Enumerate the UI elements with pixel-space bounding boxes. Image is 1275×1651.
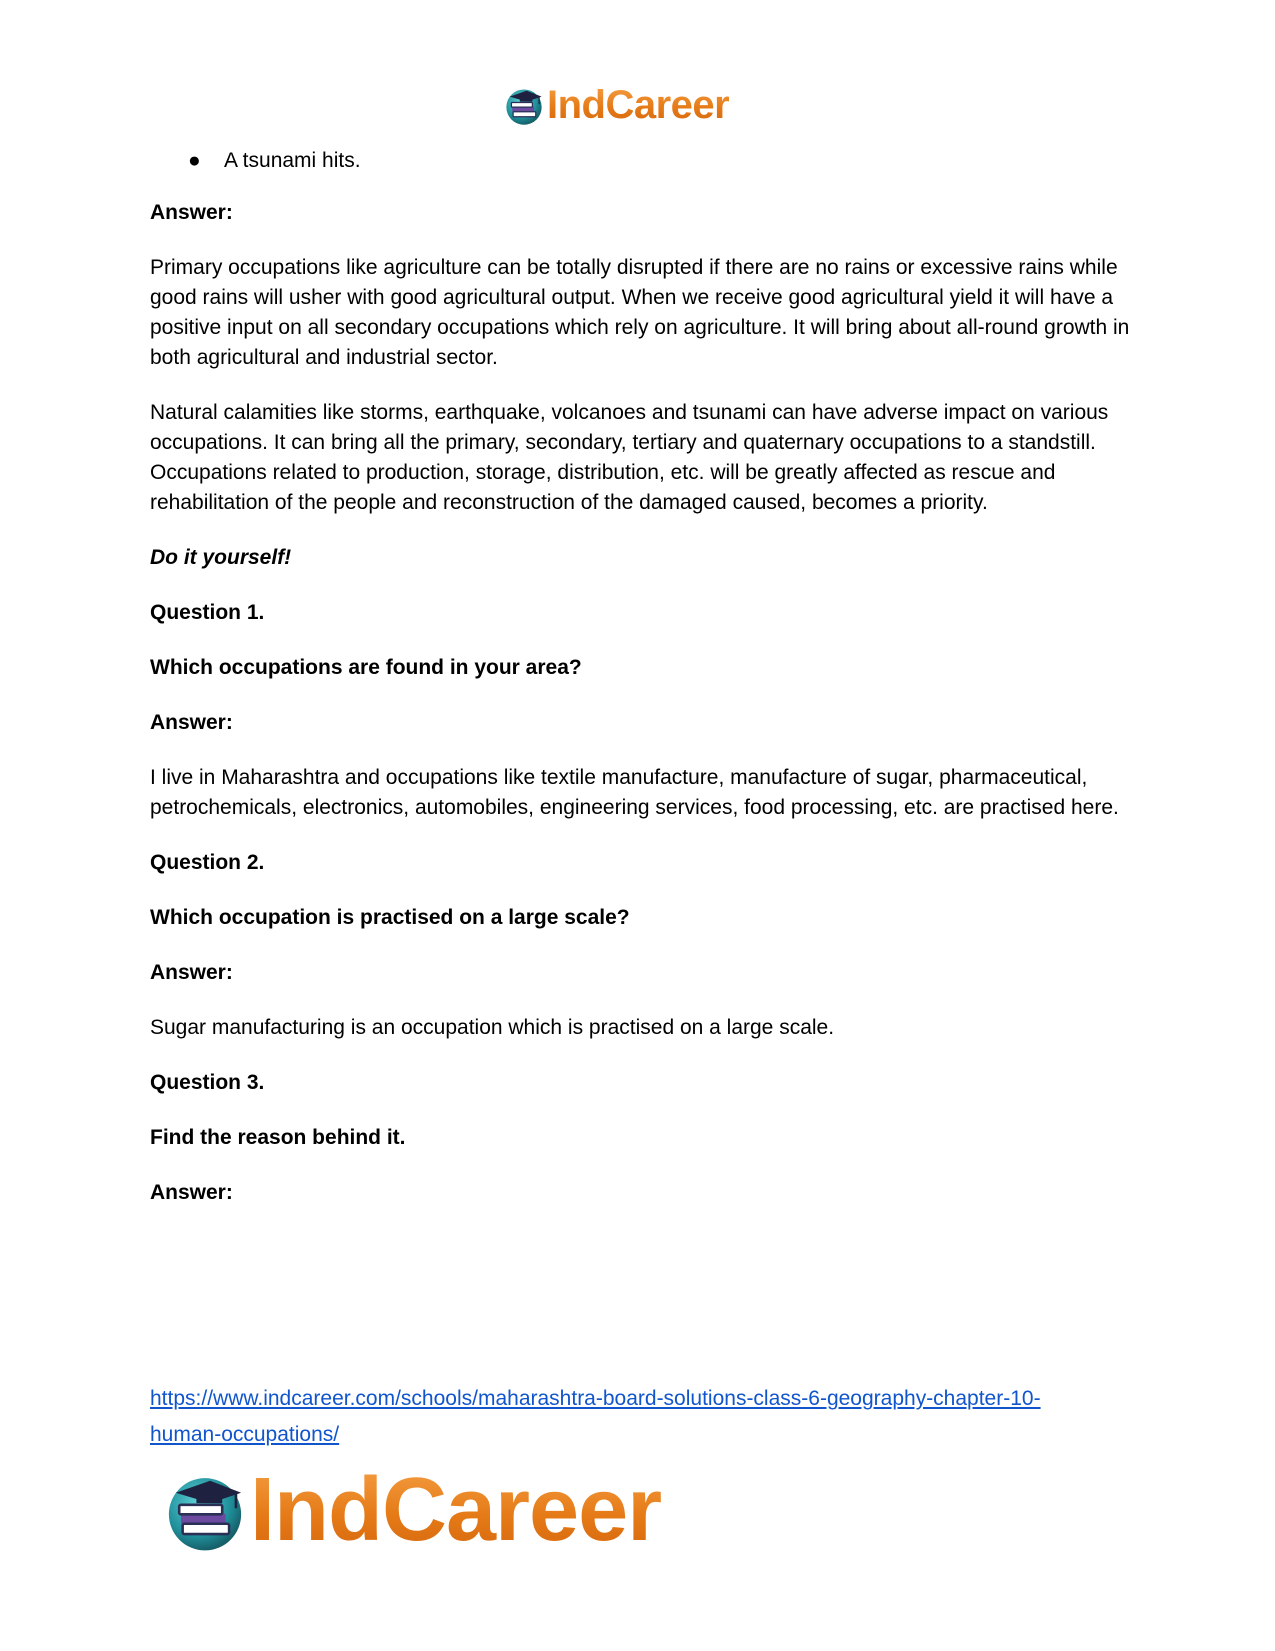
section-title: Do it yourself! [150, 546, 292, 569]
footer-logo-text: IndCareer [250, 1459, 662, 1560]
list-item [150, 146, 1130, 176]
question-3-label: Question 3. [150, 1071, 265, 1094]
bullet-icon: ● [188, 149, 201, 172]
header-logo-text: IndCareer [547, 82, 730, 127]
question-2-text: Which occupation is practised on a large scale? [150, 906, 630, 929]
question-3-answer-label: Answer: [150, 1181, 233, 1204]
question-1-label: Question 1. [150, 601, 265, 624]
source-link-line-2[interactable]: human-occupations/ [150, 1423, 340, 1446]
question-1-answer: I live in Maharashtra and occupations like textile manufacture, manufacture of sugar, pharmaceutical, petrochemicals, electronics, automobiles, engineering services, food processing, etc. are practised here. [150, 766, 1119, 819]
question-1-answer-label: Answer: [150, 711, 233, 734]
question-2-answer-label: Answer: [150, 961, 233, 984]
footer-logo [162, 1459, 662, 1560]
graduation-cap-book-icon [162, 1467, 248, 1553]
source-link-block [150, 1381, 1150, 1453]
question-1-text: Which occupations are found in your area? [150, 656, 582, 679]
question-2-answer: Sugar manufacturing is an occupation which is practised on a large scale. [150, 1016, 835, 1039]
answer-paragraph-2: Natural calamities like storms, earthquake, volcanoes and tsunami can have adverse impact on various occupations. It can bring all the primary, secondary, tertiary and quaternary occupations to a standstill. Occupations related to production, storage, distribution, etc. will be greatly affected as rescue and rehabilitation of the people and reconstruction of the damaged caused, becomes a priority. [150, 401, 1109, 514]
question-2-label: Question 2. [150, 851, 265, 874]
header-logo [503, 82, 729, 128]
document-body [150, 146, 1130, 1233]
graduation-cap-book-icon [503, 84, 545, 126]
question-3-text: Find the reason behind it. [150, 1126, 406, 1149]
source-link-line-1[interactable]: https://www.indcareer.com/schools/maharashtra-board-solutions-class-6-geography-chapter-10- [150, 1387, 1041, 1410]
answer-paragraph-1: Primary occupations like agriculture can be totally disrupted if there are no rains or excessive rains while good rains will usher with good agricultural output. When we receive good agricultural yield it will have a positive input on all secondary occupations which rely on agriculture. It will bring about all-round growth in both agricultural and industrial sector. [150, 256, 1130, 369]
answer-label: Answer: [150, 201, 233, 224]
bullet-text: A tsunami hits. [224, 149, 361, 172]
